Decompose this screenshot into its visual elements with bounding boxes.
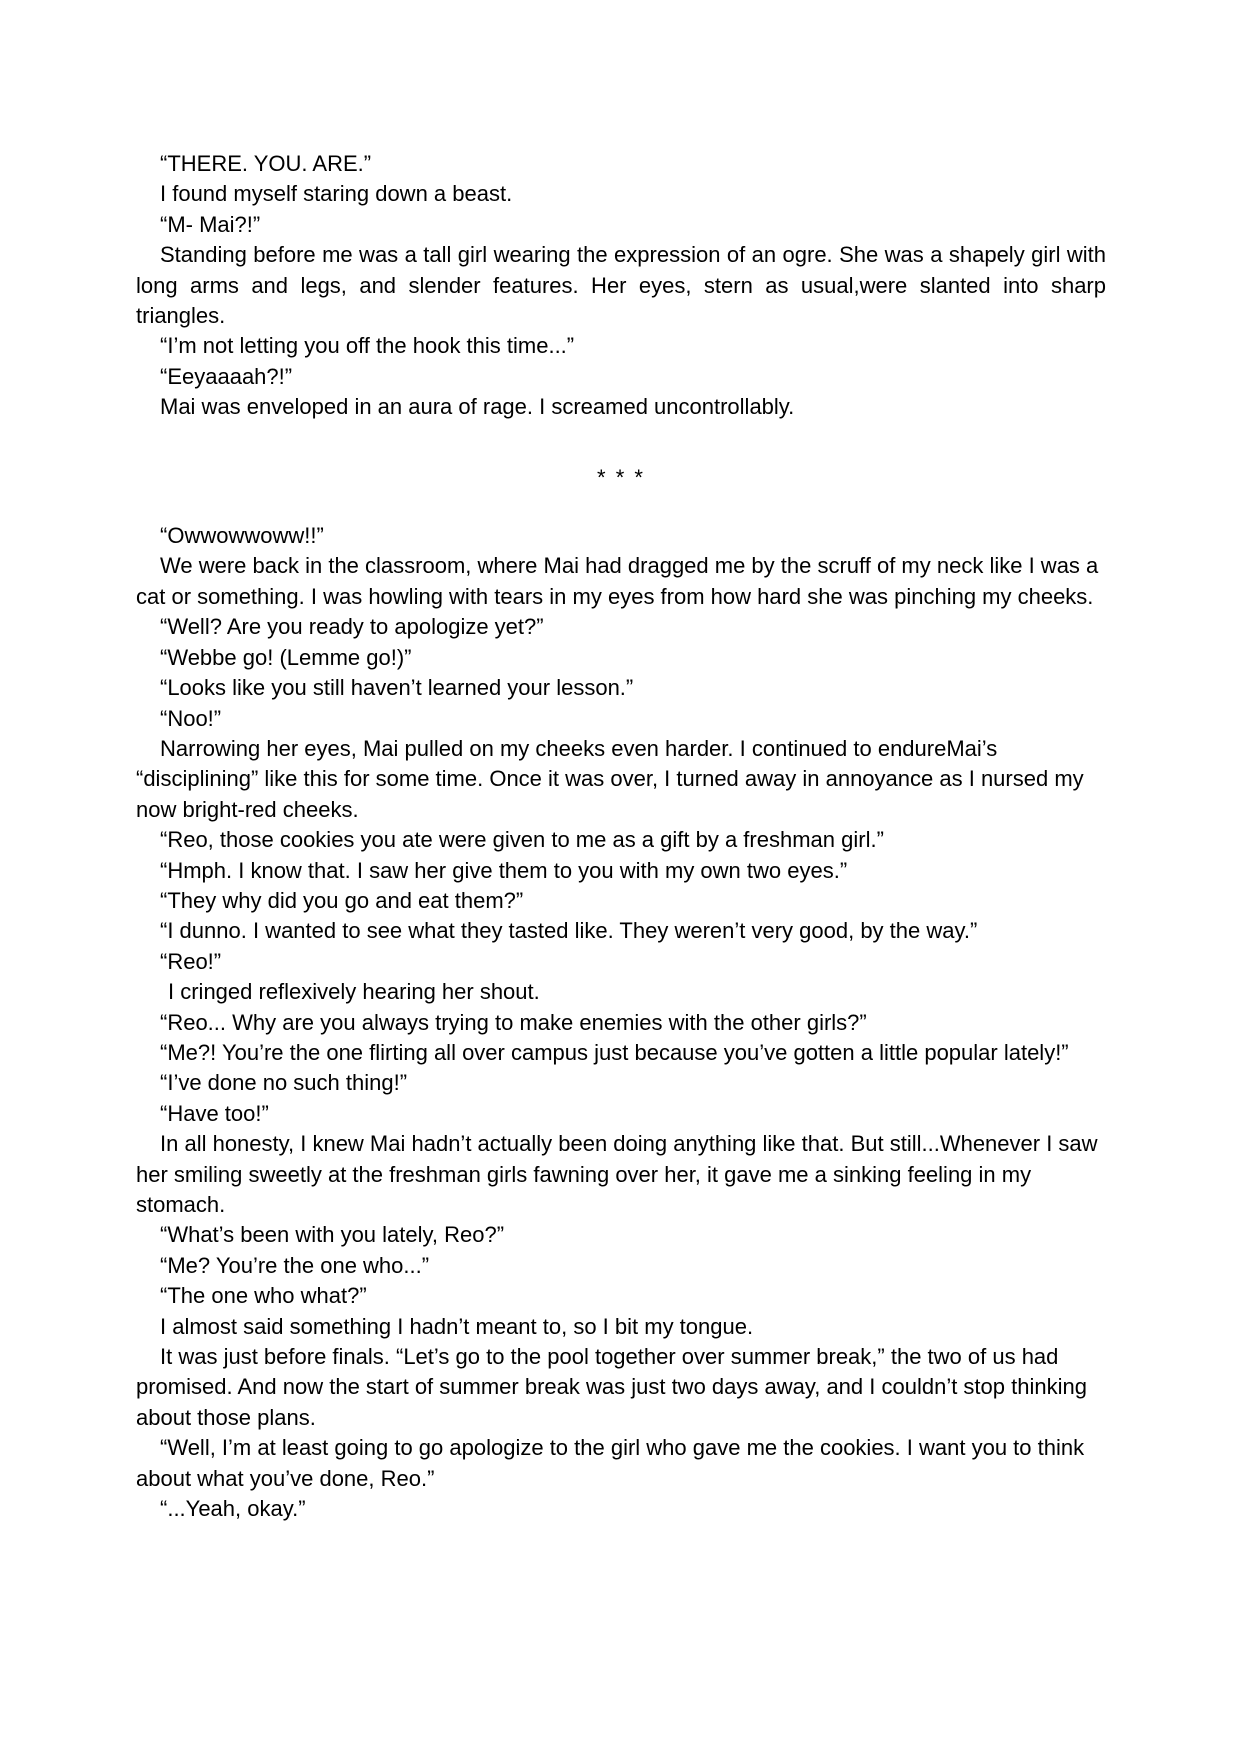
paragraph: “Noo!” [160, 705, 222, 731]
paragraph: Narrowing her eyes, Mai pulled on my cheeks even harder. I continued to endureMai’s “disciplining” like this for some time. Once it was over, I turned away in annoyance as I nursed my now bright-red cheeks. [136, 735, 1084, 822]
paragraph: “Me? You’re the one who...” [160, 1252, 430, 1278]
paragraph: “Well, I’m at least going to go apologize to the girl who gave me the cookies. I want you to think about what you’ve done, Reo.” [136, 1435, 1085, 1491]
paragraph: “What’s been with you lately, Reo?” [160, 1222, 505, 1248]
paragraph: “I dunno. I wanted to see what they tasted like. They weren’t very good, by the way.” [160, 918, 978, 944]
paragraph: Mai was enveloped in an aura of rage. I screamed uncontrollably. [160, 394, 795, 420]
paragraph: In all honesty, I knew Mai hadn’t actually been doing anything like that. But still...Whenever I saw her smiling sweetly at the freshman girls fawning over her, it gave me a sinking feeling in my stomach. [136, 1131, 1098, 1217]
paragraph: I cringed reflexively hearing her shout. [168, 979, 540, 1005]
paragraph: “Well? Are you ready to apologize yet?” [160, 614, 544, 640]
paragraph: “Looks like you still haven’t learned your lesson.” [160, 675, 634, 701]
paragraph: “M- Mai?!” [160, 211, 261, 237]
paragraph: “Webbe go! (Lemme go!)” [160, 644, 412, 670]
paragraph: “I’ve done no such thing!” [160, 1070, 408, 1096]
paragraph: I found myself staring down a beast. [160, 181, 513, 207]
paragraph: I almost said something I hadn’t meant to, so I bit my tongue. [160, 1313, 754, 1339]
paragraph: “They why did you go and eat them?” [160, 887, 524, 913]
section-divider: * * * [597, 464, 645, 490]
paragraph: It was just before finals. “Let’s go to the pool together over summer break,” the two of us had promised. And now the start of summer break was just two days away, and I couldn’t stop thinking about those plans. [136, 1344, 1087, 1430]
paragraph: We were back in the classroom, where Mai had dragged me by the scruff of my neck like I was a cat or something. I was howling with tears in my eyes from how hard she was pinching my cheeks. [136, 553, 1099, 609]
paragraph: “I’m not letting you off the hook this time...” [160, 333, 575, 359]
paragraph: “Eeyaaaah?!” [160, 363, 293, 389]
paragraph: “...Yeah, okay.” [160, 1496, 306, 1522]
text-block [136, 149, 1106, 1524]
paragraph: “Reo, those cookies you ate were given to me as a gift by a freshman girl.” [160, 827, 884, 853]
paragraph: “Have too!” [160, 1100, 269, 1126]
paragraph: “Owwowwoww!!” [160, 523, 324, 549]
paragraph: “Me?! You’re the one flirting all over campus just because you’ve gotten a little popular lately!” [160, 1039, 1069, 1065]
paragraph: “Hmph. I know that. I saw her give them to you with my own two eyes.” [160, 857, 848, 883]
paragraph: Standing before me was a tall girl wearing the expression of an ogre. She was a shapely girl with long arms and legs, and slender features. Her eyes, stern as usual,were slanted into sharp triangles. [136, 242, 1106, 329]
paragraph: “Reo... Why are you always trying to make enemies with the other girls?” [160, 1009, 867, 1035]
paragraph: “THERE. YOU. ARE.” [160, 151, 372, 176]
paragraph: “Reo!” [160, 948, 222, 974]
paragraph: “The one who what?” [160, 1283, 367, 1309]
